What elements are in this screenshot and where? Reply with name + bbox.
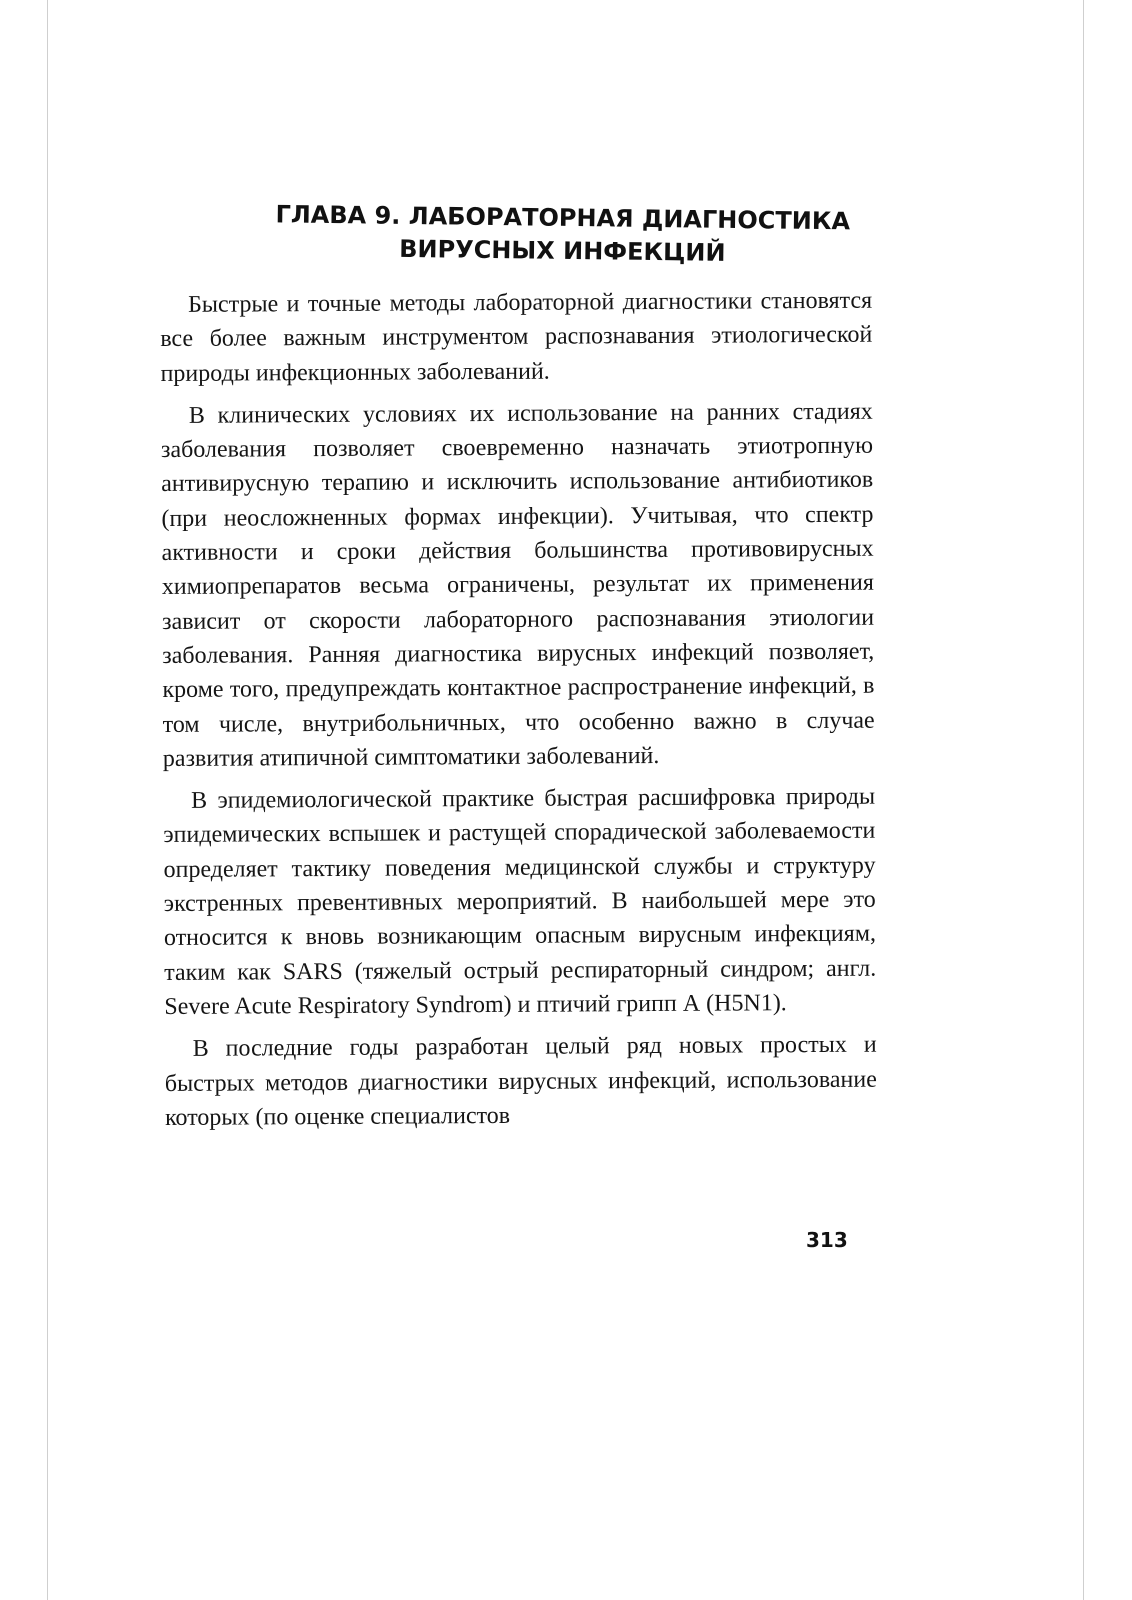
page-number: 313 (806, 1228, 848, 1252)
paragraph-2: В клинических условиях их использование на ранних стадиях заболевания позволяет своевременно назначать этиотропную антивирусную терапию и исключить использование антибиотиков (при неосложненных формах инфекции). Учитывая, что спектр активности и сроки действия большинства противовирусных химиопрепаратов весьма ограничены, результат их применения зависит от скорости лабораторного распознавания этиологии заболевания. Ранняя диагностика вирусных инфекций позволяет, кроме того, предупреждать контактное распространение инфекций, в том числе, внутрибольничных, что особенно важно в случае развития атипичной симптоматики заболеваний. (160, 398, 875, 772)
chapter-title-line-1: ГЛАВА 9. ЛАБОРАТОРНАЯ ДИАГНОСТИКА (275, 200, 851, 236)
chapter-body (160, 284, 877, 1143)
book-page (47, 0, 1084, 1600)
paragraph-1: Быстрые и точные методы лабораторной диагностики становятся все более важным инструментом распознавания этиологической природы инфекционных заболеваний. (160, 287, 873, 387)
paragraph-4: В последние годы разработан целый ряд новых простых и быстрых методов диагностики вирусных инфекций, использование которых (по оценке специалистов (164, 1031, 877, 1131)
chapter-title (247, 198, 878, 272)
paragraph-3: В эпидемиологической практике быстрая расшифровка природы эпидемических вспышек и растущей спорадической заболеваемости определяет тактику поведения медицинской службы и структуру экстренных превентивных мероприятий. В наибольшей мере это относится к вновь возникающим опасным вирусным инфекциям, таким как SARS (тяжелый острый респираторный синдром; англ. Severe Acute Respiratory Syndrom) и птичий грипп А (H5N1). (163, 783, 877, 1020)
chapter-title-line-2: ВИРУСНЫХ ИНФЕКЦИЙ (399, 234, 726, 267)
